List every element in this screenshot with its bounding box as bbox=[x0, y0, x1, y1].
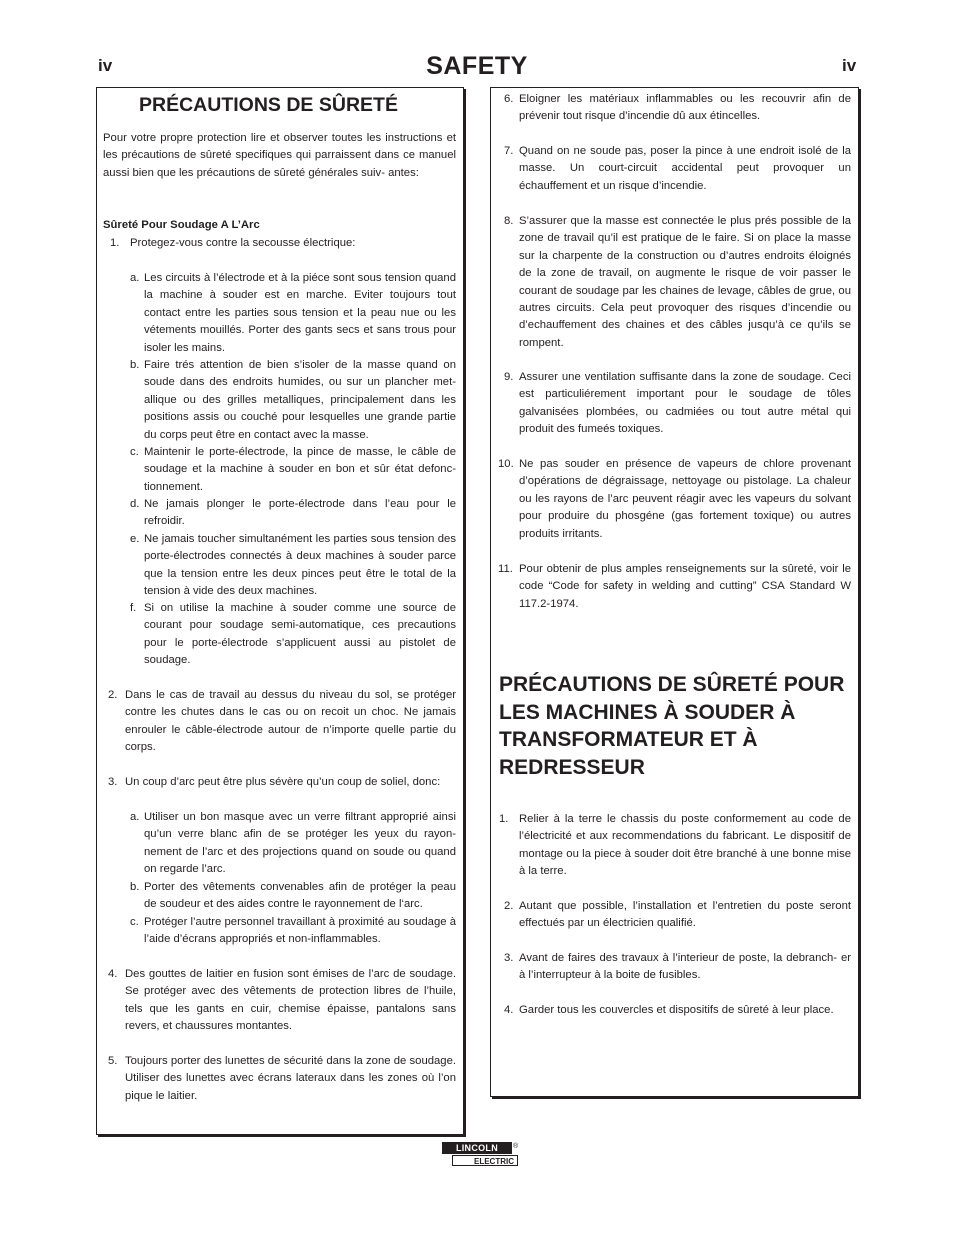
item-text: Dans le cas de travail au dessus du niveau du sol, se protéger contre les chutes dans le cas ou on recoit un choc. Ne jamais enrouler le câble-électrode autour de n’importe quelle partie du corps. bbox=[125, 689, 456, 754]
left-heading: PRÉCAUTIONS DE SÛRETÉ bbox=[139, 94, 398, 116]
item-number: 4. bbox=[504, 1004, 514, 1016]
logo-bottom-text: ELECTRIC bbox=[452, 1155, 518, 1166]
item-text: Toujours porter des lunettes de sécurité dans la zone de soudage. Utiliser des lunettes avec écrans lateraux dans les zones où l’on pique le laitier. bbox=[125, 1055, 456, 1102]
registered-mark: ® bbox=[513, 1143, 519, 1150]
list-item bbox=[498, 456, 851, 543]
item-text: Utiliser un bon masque avec un verre filtrant approprié ainsi qu’un verre blanc afin de se protéger les yeux du rayon- nement de l’arc et des projections quand on soude ou quand on regarde l’arc. bbox=[144, 811, 456, 876]
list-item bbox=[130, 914, 456, 949]
item-number: 7. bbox=[504, 145, 514, 157]
list-item bbox=[130, 444, 456, 496]
list-item bbox=[504, 91, 851, 126]
item-number: 1. bbox=[499, 813, 509, 825]
item-number: 10. bbox=[498, 458, 514, 470]
item-number: 2. bbox=[504, 900, 514, 912]
page-number-left: iv bbox=[98, 56, 113, 75]
item-number: 6. bbox=[504, 93, 514, 105]
arc-welding-subheading: Sûreté Pour Soudage A L’Arc bbox=[103, 219, 260, 231]
item-text: Avant de faires des travaux à l’interieur de poste, la debranch- er à l’interrupteur à la boite de fusibles. bbox=[519, 952, 851, 982]
item-letter: c. bbox=[130, 446, 139, 458]
list-item bbox=[130, 600, 456, 670]
item-number: 8. bbox=[504, 215, 514, 227]
list-item bbox=[504, 1002, 851, 1019]
item-text: Maintenir le porte-électrode, la pince de masse, le câble de soudage et la machine à souder en bon et sûr état defonc- tionnement. bbox=[144, 446, 456, 493]
page-title: SAFETY bbox=[426, 52, 528, 80]
item-letter: a. bbox=[130, 272, 140, 284]
item-text: Ne jamais toucher simultanément les parties sous tension des porte-électrodes connectés à deux machines à souder parce que la tension entre les deux pinces peut être le total de la tension à vide des deux machines. bbox=[144, 533, 456, 598]
list-item bbox=[504, 369, 851, 439]
list-item bbox=[108, 774, 456, 791]
item-letter: e. bbox=[130, 533, 140, 545]
list-item bbox=[108, 687, 456, 757]
item-number: 11. bbox=[498, 563, 513, 575]
intro-paragraph: Pour votre propre protection lire et observer toutes les instructions et les précautions de sûreté specifiques qui parraissent dans ce manuel aussi bien que les précautions de sûreté générales suiv- antes: bbox=[103, 132, 456, 179]
item-letter: c. bbox=[130, 916, 139, 928]
item-text: Des gouttes de laitier en fusion sont émises de l’arc de soudage. Se protéger avec des vêtements de protection libres de l’huile, tels que les gants en cuir, chemise épaisse, pantalons sans revers, et chaussures montantes. bbox=[125, 968, 456, 1033]
item-text: Ne pas souder en présence de vapeurs de chlore provenant d’opérations de dégraissage, nettoyage ou pistolage. La chaleur ou les rayons de l’arc peuvent réagir avec les vapeurs du solvant pour produire du phosgéne (gas fortement toxique) ou autres produits irritants. bbox=[519, 458, 851, 540]
item-number: 5. bbox=[108, 1055, 118, 1067]
item-letter: b. bbox=[130, 359, 140, 371]
item-number: 3. bbox=[504, 952, 514, 964]
item-text: Assurer une ventilation suffisante dans la zone de soudage. Ceci est particuliérement important pour le soudage de tôles galvanisées plombées, ou cadmiées ou tout autre métal qui produit des fumeés toxiques. bbox=[519, 371, 851, 436]
item-text: Autant que possible, l’installation et l’entretien du poste seront effectués par un électricien qualifié. bbox=[519, 900, 851, 930]
page-number-right: iv bbox=[842, 56, 857, 75]
item-number: 2. bbox=[108, 689, 118, 701]
lincoln-electric-logo bbox=[442, 1142, 522, 1168]
logo-top-text: LINCOLN bbox=[442, 1142, 512, 1154]
list-item bbox=[110, 235, 456, 252]
item-text: Porter des vêtements convenables afin de protéger la peau de soudeur et des aides contre le rayonnement de l‘arc. bbox=[144, 881, 456, 911]
item-text: S’assurer que la masse est connectée le plus prés possible de la zone de travail qu’il est pratique de le faire. Si on place la masse sur la charpente de la construction ou d’autres endroits éloignés de la zone de travail, on augmente le risque de voir passer le courant de soudage par les chaines de levage, câbles de grue, ou autres circuits. Cela peut provoquer des risques d’incendie ou d’echauffement des chaines et des câbles jusqu’à ce qu’ils se rompent. bbox=[519, 215, 851, 349]
list-item bbox=[130, 531, 456, 601]
item-letter: b. bbox=[130, 881, 140, 893]
list-item bbox=[504, 898, 851, 933]
item-text: Un coup d’arc peut être plus sévère qu’un coup de soliel, donc: bbox=[125, 776, 441, 788]
list-item bbox=[504, 950, 851, 985]
item-number: 1. bbox=[110, 237, 120, 249]
item-text: Ne jamais plonger le porte-électrode dans l’eau pour le refroidir. bbox=[144, 498, 456, 528]
item-text: Pour obtenir de plus amples renseignements sur la sûreté, voir le code “Code for safety in welding and cutting” CSA Standard W 117.2-1974. bbox=[519, 563, 851, 610]
list-item bbox=[130, 809, 456, 879]
item-text: Protéger l’autre personnel travaillant à proximité au soudage à l’aide d’écrans appropriés et non-inflammables. bbox=[144, 916, 456, 946]
item-number: 3. bbox=[108, 776, 118, 788]
item-text: Les circuits à l’électrode et à la piéce sont sous tension quand la machine à souder est en marche. Eviter toujours tout contact entre les parties sous tension et la peau nue ou les vétements mouillés. Porter des gants secs et sans trous pour isoler les mains. bbox=[144, 272, 456, 354]
list-item bbox=[130, 496, 456, 531]
item-text: Protegez-vous contre la secousse électrique: bbox=[130, 237, 356, 249]
item-text: Garder tous les couvercles et dispositifs de sûreté à leur place. bbox=[519, 1004, 834, 1016]
list-item bbox=[499, 811, 851, 881]
right-heading: PRÉCAUTIONS DE SÛRETÉ POUR LES MACHINES À SOUDER À TRANSFORMATEUR ET À REDRESSEUR bbox=[499, 673, 845, 779]
list-item bbox=[504, 143, 851, 195]
list-item bbox=[498, 561, 851, 613]
item-text: Si on utilise la machine à souder comme une source de courant pour soudage semi-automatique, ces precautions pour le porte-électrode s’applicuent aussi au pistolet de soudage. bbox=[144, 602, 456, 667]
item-letter: d. bbox=[130, 498, 140, 510]
item-text: Eloigner les matériaux inflammables ou les recouvrir afin de prévenir tout risque d’incendie dû aux étincelles. bbox=[519, 93, 851, 123]
item-text: Faire trés attention de bien s’isoler de la masse quand on soude dans des endroits humides, ou sur un plancher met- allique ou des grilles metalliques, principalement dans les positions assis ou couché pour lesquelles une grande partie du corps peut être en contact avec la masse. bbox=[144, 359, 456, 441]
list-item bbox=[108, 1053, 456, 1105]
item-number: 9. bbox=[504, 371, 514, 383]
list-item bbox=[130, 879, 456, 914]
list-item bbox=[504, 213, 851, 352]
item-number: 4. bbox=[108, 968, 118, 980]
list-item bbox=[130, 270, 456, 357]
list-item bbox=[130, 357, 456, 444]
item-text: Quand on ne soude pas, poser la pince à une endroit isolé de la masse. Un court-circuit accidental peut provoquer un échauffement et un risque d’incendie. bbox=[519, 145, 851, 192]
item-letter: a. bbox=[130, 811, 140, 823]
item-letter: f. bbox=[130, 602, 137, 614]
list-item bbox=[108, 966, 456, 1036]
item-text: Relier à la terre le chassis du poste conformement au code de l’électricité et aux recommendations du fabricant. Le dispositif de montage ou la piece à souder doit être branché à une bonne mise à la terre. bbox=[519, 813, 851, 878]
